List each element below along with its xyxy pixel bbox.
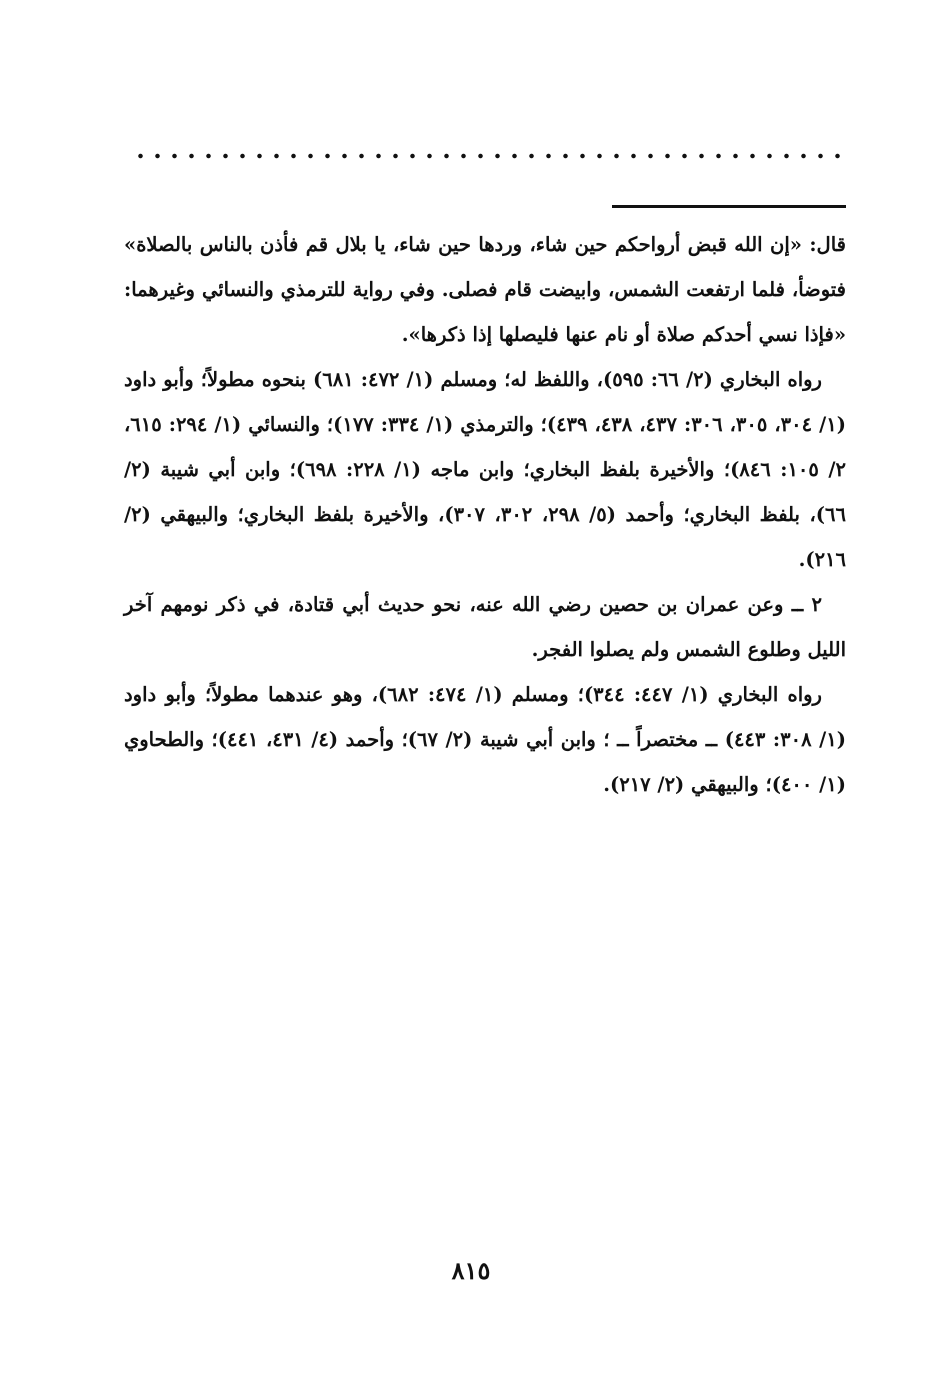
page-number: ٨١٥ <box>451 1256 491 1285</box>
takhrij-paragraph-2: رواه البخاري (١/ ٤٤٧: ٣٤٤)؛ ومسلم (١/ ٤٧٤: ٦٨٢)، وهو عندهما مطولاً؛ وأبو داود (١/ ٣٠٨: ٤٤٣) ــ مختصراً ــ ؛ وابن أبي شيبة (٢/ ٦٧)؛ وأحمد (٤/ ٤٣١، ٤٤١)؛ والطحاوي (١/ ٤٠٠)؛ والبيهقي (٢/ ٢١٧). <box>124 683 846 796</box>
hadith-2-paragraph: ٢ ــ وعن عمران بن حصين رضي الله عنه، نحو حديث أبي قتادة، في ذكر نومهم آخر الليل وطلوع الشمس ولم يصلوا الفجر. <box>124 593 846 661</box>
dotted-separator <box>134 150 846 162</box>
takhrij-paragraph-1: رواه البخاري (٢/ ٦٦: ٥٩٥)، واللفظ له؛ ومسلم (١/ ٤٧٢: ٦٨١) بنحوه مطولاً؛ وأبو داود (١/ ٣٠٤، ٣٠٥، ٣٠٦: ٤٣٧، ٤٣٨، ٤٣٩)؛ والترمذي (١/ ٣٣٤: ١٧٧)؛ والنسائي (١/ ٢٩٤: ٦١٥، ٢/ ١٠٥: ٨٤٦)؛ والأخيرة بلفظ البخاري؛ وابن ماجه (١/ ٢٢٨: ٦٩٨)؛ وابن أبي شيبة (٢/ ٦٦)، بلفظ البخاري؛ وأحمد (٥/ ٢٩٨، ٣٠٢، ٣٠٧)، والأخيرة بلفظ البخاري؛ والبيهقي (٢/ ٢١٦). <box>124 368 846 571</box>
page-body <box>124 222 846 807</box>
footnote-rule <box>612 205 846 208</box>
hadith-continuation-paragraph: قال: «إن الله قبض أرواحكم حين شاء، وردها حين شاء، يا بلال قم فأذن بالناس بالصلاة» فتوضأ، فلما ارتفعت الشمس، وابيضت قام فصلى. وفي رواية للترمذي والنسائي وغيرهما: «فإذا نسي أحدكم صلاة أو نام عنها فليصلها إذا ذكرها». <box>124 233 846 346</box>
